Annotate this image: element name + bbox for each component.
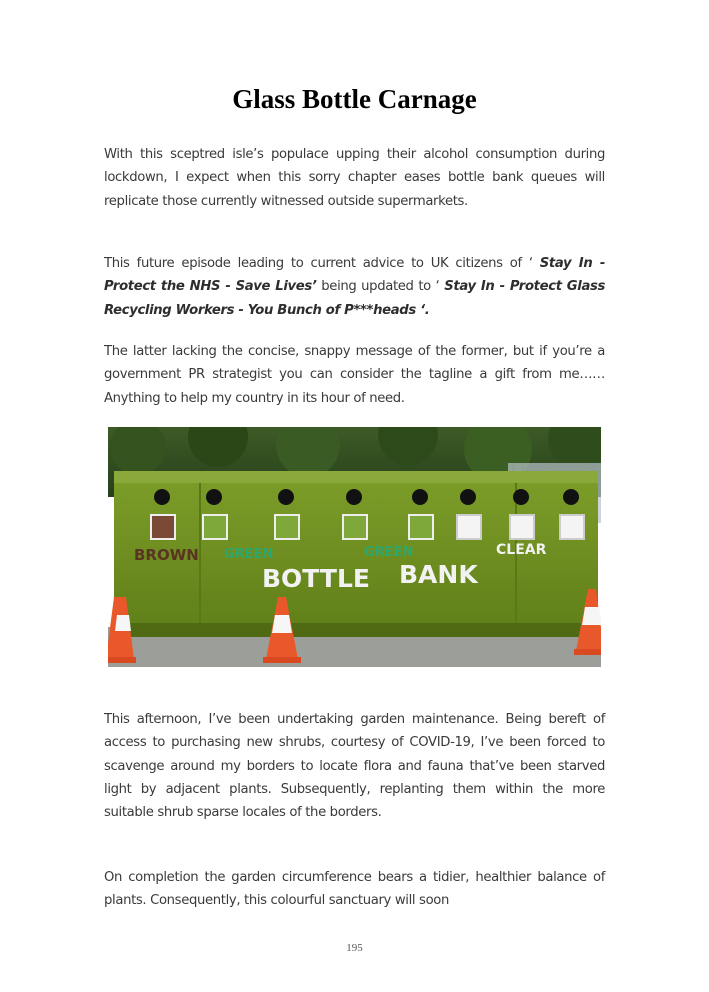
green-patch-4 xyxy=(409,515,433,539)
paragraph-3: The latter lacking the concise, snappy message of the former, but if you’re a government PR strategist you can consider the tagline a gift from me…… Anything to help my country in its hour of need. xyxy=(104,344,605,406)
paragraph-2-text-a: This future episode leading to current advice to UK citizens of ‘ xyxy=(104,256,540,271)
label-bank: BANK xyxy=(399,560,478,589)
page-title: Glass Bottle Carnage xyxy=(232,84,477,114)
page-number: 195 xyxy=(346,942,363,954)
paragraph-5: On completion the garden circumference bears a tidier, healthier balance of plants. Consequently, this colourful sanctuary will soon xyxy=(104,870,605,909)
green-patch-2 xyxy=(275,515,299,539)
paragraph-1: With this sceptred isle’s populace upping their alcohol consumption during lockdown, I expect when this sorry chapter eases bottle bank queues will replicate those currently witnessed outside supermarkets. xyxy=(104,147,605,209)
bottle-bank-photo xyxy=(108,427,601,667)
clear-patch-1 xyxy=(457,515,481,539)
label-bottle: BOTTLE xyxy=(262,564,370,593)
paragraph-2-emphasis-glass: Stay In - Protect Glass Recycling Workers - You Bunch of P***heads ‘. xyxy=(104,279,605,318)
green-patch-1 xyxy=(203,515,227,539)
paragraph-4: This afternoon, I’ve been undertaking garden maintenance. Being bereft of access to purchasing new shrubs, courtesy of COVID-19, I’ve been forced to scavenge around my borders to locate flora and fauna that’ve been starved light by adjacent plants. Subsequently, replanting them within the more suitable shrub sparse locales of the borders. xyxy=(104,712,605,821)
paragraph-2-text-c: being updated to ‘ xyxy=(316,279,445,295)
paragraph-2-emphasis-nhs: Stay In - Protect the NHS - Save Lives’ xyxy=(104,256,605,295)
brown-patch xyxy=(151,515,175,539)
paragraph-2 xyxy=(104,252,605,322)
label-clear: CLEAR xyxy=(496,542,547,558)
label-brown: BROWN xyxy=(134,546,199,564)
label-green-1: GREEN xyxy=(224,547,274,562)
clear-patch-3 xyxy=(560,515,584,539)
clear-patch-2 xyxy=(510,515,534,539)
label-green-2: GREEN xyxy=(364,545,414,560)
green-patch-3 xyxy=(343,515,367,539)
